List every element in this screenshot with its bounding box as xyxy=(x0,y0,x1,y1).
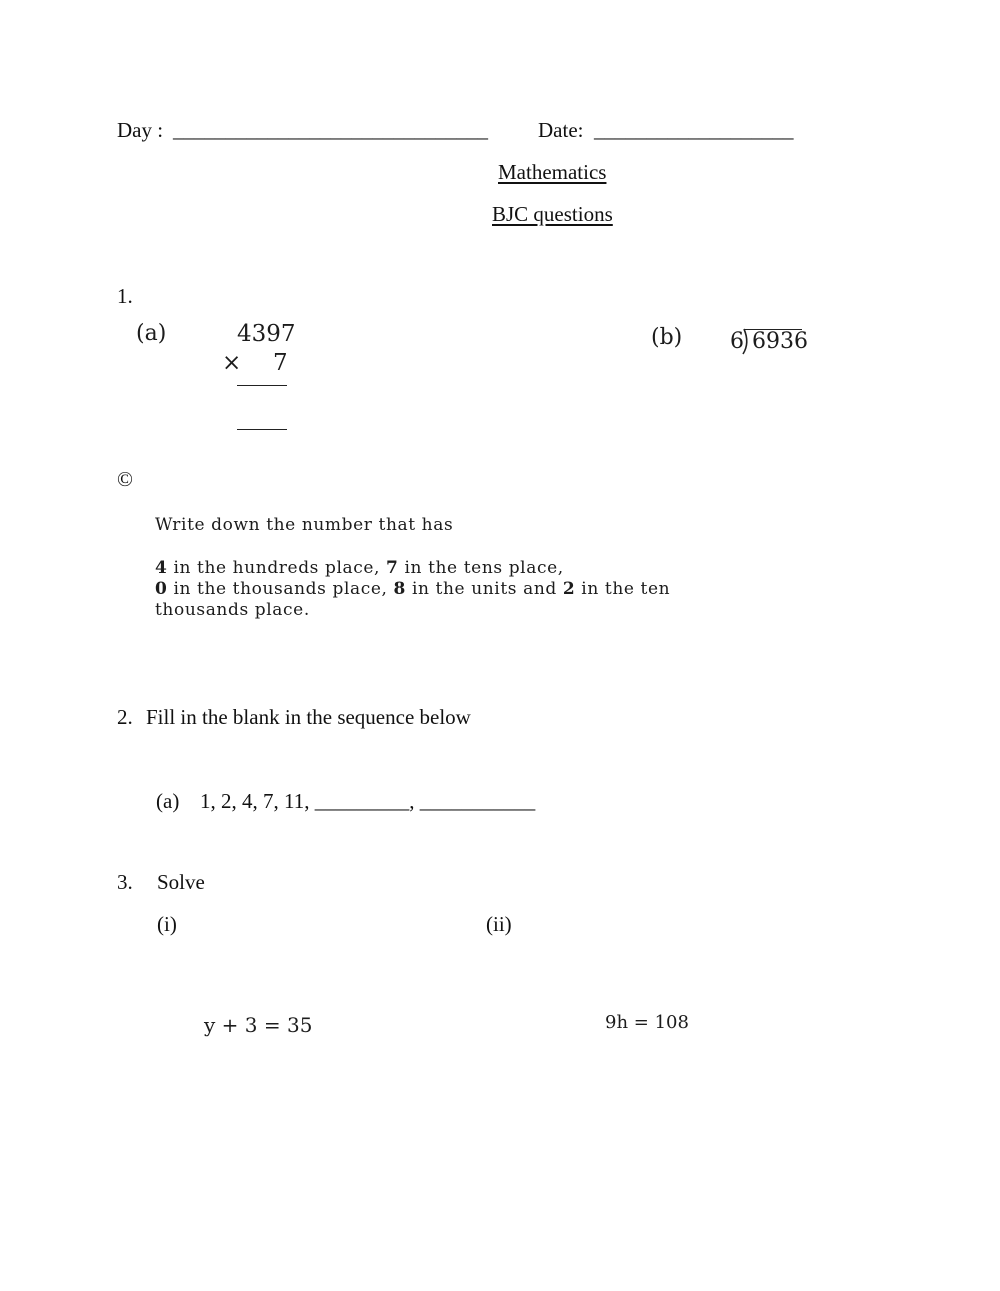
q1b-label: (b) xyxy=(651,325,683,350)
q3-equation-i: y + 3 = 35 xyxy=(204,1013,313,1037)
subtitle: BJC questions xyxy=(492,202,613,226)
q1a-multiplier: 7 xyxy=(273,350,288,376)
text: in the thousands place, xyxy=(167,579,394,599)
digit: 7 xyxy=(386,558,399,578)
q2a-sequence: 1, 2, 4, 7, 11, _________, ___________ xyxy=(200,789,536,813)
q1c-line-2 xyxy=(155,558,564,578)
q1a-times-sign: × xyxy=(222,350,242,376)
q3-part-i-label: (i) xyxy=(157,912,177,936)
q3-equation-ii: 9h = 108 xyxy=(605,1012,689,1033)
q3-part-ii-label: (ii) xyxy=(486,912,512,936)
q1a-label: (a) xyxy=(136,321,167,346)
q1a-answer-line-2 xyxy=(237,429,287,430)
date-label: Date: xyxy=(538,118,584,142)
subject-title: Mathematics xyxy=(498,160,607,184)
day-blank: ______________________________ xyxy=(173,118,488,142)
question-3-prompt: Solve xyxy=(157,870,205,894)
q1a-multiplicand: 4397 xyxy=(237,321,296,347)
q2a-label: (a) xyxy=(156,789,180,813)
digit: 0 xyxy=(155,579,168,599)
question-1-number: 1. xyxy=(117,284,133,308)
question-2-prompt: Fill in the blank in the sequence below xyxy=(146,705,471,729)
q1a-answer-line-1 xyxy=(237,385,287,386)
text: in the hundreds place, xyxy=(167,558,387,578)
question-3-number: 3. xyxy=(117,870,133,894)
day-label: Day : xyxy=(117,118,164,142)
q1c-line-4: thousands place. xyxy=(155,600,310,620)
text: in the ten xyxy=(575,579,671,599)
q1b-divisor: 6 xyxy=(730,329,744,354)
q1c-line-3 xyxy=(155,579,670,599)
q1c-line-1: Write down the number that has xyxy=(155,515,454,535)
q1c-label: © xyxy=(117,467,133,491)
text: in the tens place, xyxy=(398,558,564,578)
digit: 8 xyxy=(393,579,406,599)
text: in the units and xyxy=(405,579,563,599)
date-blank: ___________________ xyxy=(594,118,794,142)
question-2-number: 2. xyxy=(117,705,133,729)
digit: 2 xyxy=(562,579,576,599)
digit: 4 xyxy=(155,558,168,578)
q1b-dividend: 6936 xyxy=(752,329,808,354)
